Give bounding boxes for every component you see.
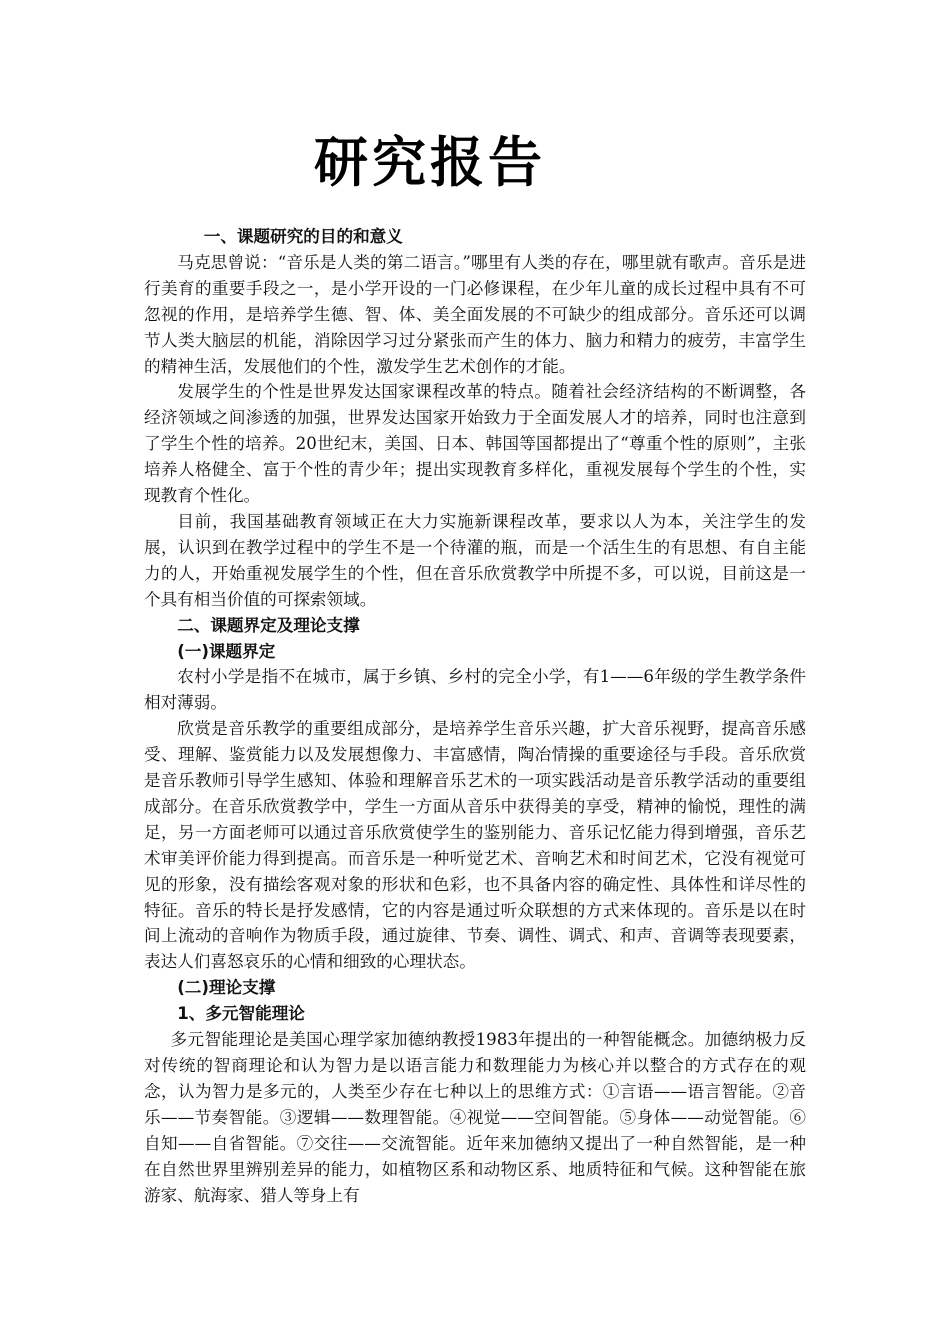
subsection-heading: 1、多元智能理论	[177, 1004, 305, 1024]
document-body	[144, 224, 806, 1208]
subsection-heading: (一)课题界定	[177, 641, 276, 661]
paragraph: 目前，我国基础教育领域正在大力实施新课程改革，要求以人为本，关注学生的发展，认识到在教学过程中的学生不是一个待灌的瓶，而是一个活生生的有思想、有自主能力的人，开始重视发展学生的个性，但在音乐欣赏教学中所提不多，可以说，目前这是一个具有相当价值的可探索领域。	[144, 511, 806, 609]
paragraph: 马克思曾说：“音乐是人类的第二语言。”哪里有人类的存在，哪里就有歌声。音乐是进行美育的重要手段之一，是小学开设的一门必修课程，在少年儿童的成长过程中具有不可忽视的作用，是培养学生德、智、体、美全面发展的不可缺少的组成部分。音乐还可以调节人类大脑层的机能，消除因学习过分紧张而产生的体力、脑力和精力的疲劳，丰富学生的精神生活，发展他们的个性，激发学生艺术创作的才能。	[144, 252, 806, 376]
paragraph: 多元智能理论是美国心理学家加德纳教授1983年提出的一种智能概念。加德纳极力反对传统的智商理论和认为智力是以语言能力和数理能力为核心并以整合的方式存在的观念，认为智力是多元的，人类至少存在七种以上的思维方式：①言语——语言智能。②音乐——节奏智能。③逻辑——数理智能。④视觉——空间智能。⑤身体——动觉智能。⑥自知——自省智能。⑦交往——交流智能。近年来加德纳又提出了一种自然智能，是一种在自然世界里辨别差异的能力，如植物区系和动物区系、地质特征和气候。这种智能在旅游家、航海家、猎人等身上有	[144, 1030, 806, 1205]
paragraph: 发展学生的个性是世界发达国家课程改革的特点。随着社会经济结构的不断调整，各经济领域之间渗透的加强，世界发达国家开始致力于全面发展人才的培养，同时也注意到了学生个性的培养。20世纪末，美国、日本、韩国等国都提出了“尊重个性的原则”，主张培养人格健全、富于个性的青少年；提出实现教育多样化，重视发展每个学生的个性，实现教育个性化。	[144, 382, 806, 506]
paragraph: 农村小学是指不在城市，属于乡镇、乡村的完全小学，有1——6年级的学生教学条件相对薄弱。	[144, 667, 806, 713]
paragraph: 欣赏是音乐教学的重要组成部分，是培养学生音乐兴趣，扩大音乐视野，提高音乐感受、理解、鉴赏能力以及发展想像力、丰富感情，陶冶情操的重要途径与手段。音乐欣赏是音乐教师引导学生感知、体验和理解音乐艺术的一项实践活动是音乐教学活动的重要组成部分。在音乐欣赏教学中，学生一方面从音乐中获得美的享受，精神的愉悦，理性的满足，另一方面老师可以通过音乐欣赏使学生的鉴别能力、音乐记忆能力得到增强，音乐艺术审美评价能力得到提高。而音乐是一种听觉艺术、音响艺术和时间艺术，它没有视觉可见的形象，没有描绘客观对象的形状和色彩，也不具备内容的确定性、具体性和详尽性的特征。音乐的特长是抒发感情，它的内容是通过听众联想的方式来体现的。音乐是以在时间上流动的音响作为物质手段，通过旋律、节奏、调性、调式、和声、音调等表现要素，表达人们喜怒哀乐的心情和细致的心理状态。	[144, 719, 806, 972]
document-title: 研究报告	[314, 131, 546, 194]
subsection-heading: (二)理论支撑	[177, 978, 276, 998]
section-heading-2: 二、课题界定及理论支撑	[177, 615, 360, 635]
section-heading-1: 一、课题研究的目的和意义	[203, 227, 403, 246]
